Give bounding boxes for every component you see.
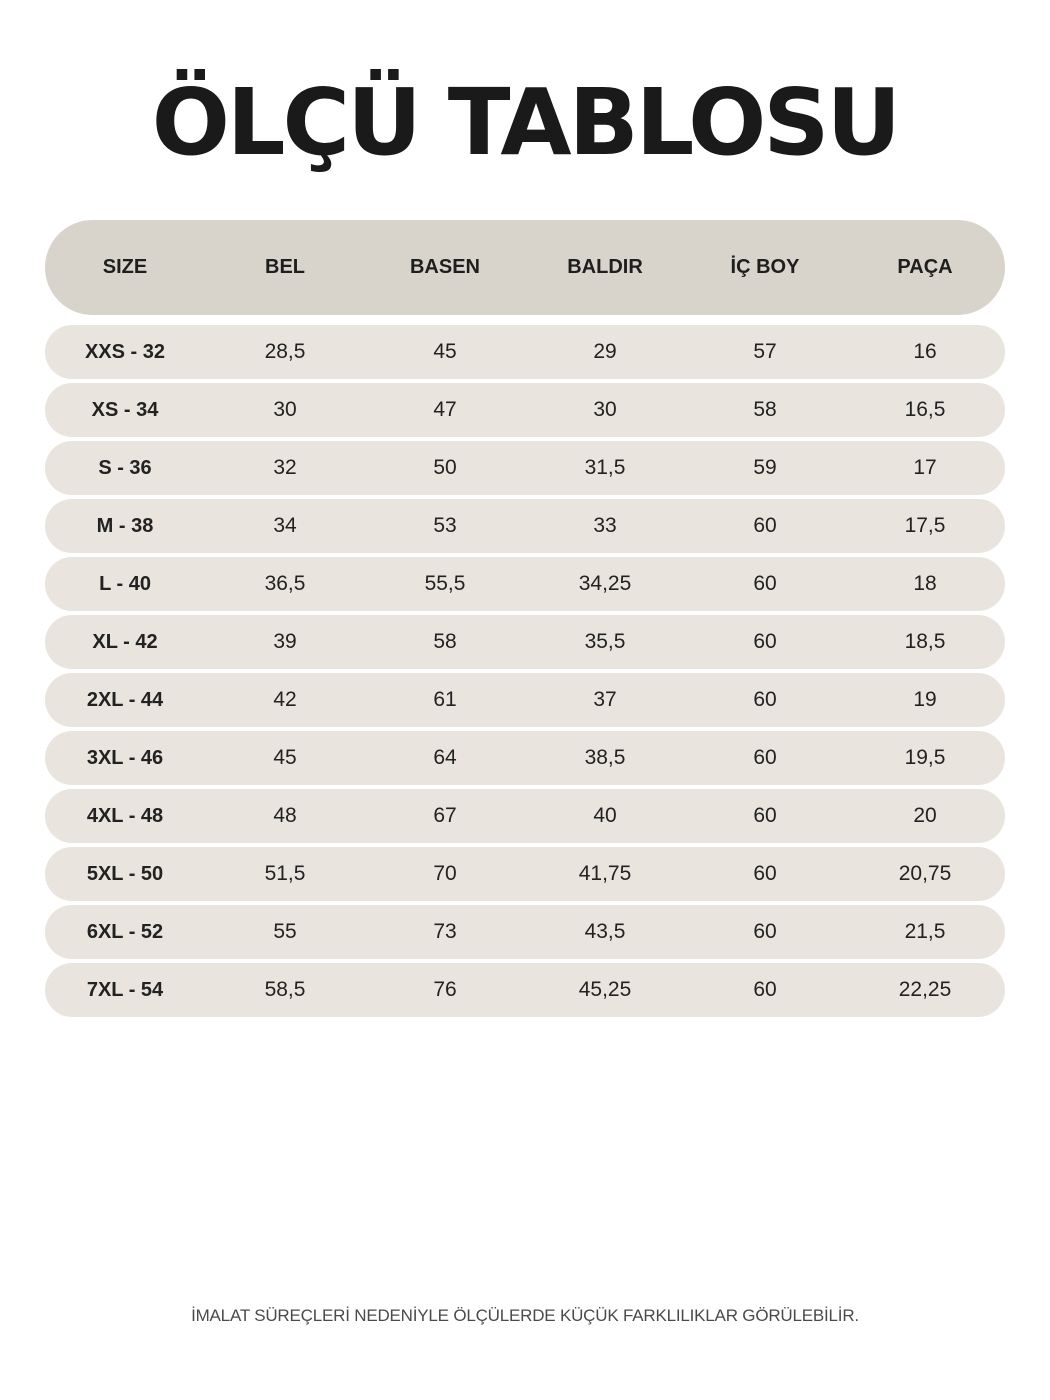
- cell-paca: 17,5: [904, 514, 946, 537]
- cell-baldir: 35,5: [584, 630, 626, 653]
- cell-ic-boy: 59: [753, 456, 777, 479]
- cell-basen: 73: [433, 920, 457, 943]
- cell-ic-boy: 60: [753, 978, 777, 1001]
- cell-bel: 36,5: [264, 572, 306, 595]
- cell-size: 3XL - 46: [86, 746, 164, 769]
- cell-baldir: 37: [593, 688, 617, 711]
- cell-size: 5XL - 50: [86, 862, 164, 885]
- cell-paca: 20,75: [898, 862, 952, 885]
- cell-size: 7XL - 54: [86, 978, 164, 1001]
- cell-ic-boy: 57: [753, 340, 777, 363]
- cell-ic-boy: 60: [753, 514, 777, 537]
- header-baldir: BALDIR: [567, 256, 643, 278]
- cell-bel: 45: [273, 746, 297, 769]
- page-title: ÖLÇÜ TABLOSU: [151, 69, 899, 176]
- cell-basen: 58: [433, 630, 457, 653]
- cell-basen: 55,5: [424, 572, 466, 595]
- cell-basen: 61: [433, 688, 457, 711]
- table-row: [45, 847, 1005, 901]
- cell-paca: 18: [913, 572, 937, 595]
- cell-ic-boy: 60: [753, 746, 777, 769]
- cell-size: M - 38: [96, 514, 154, 537]
- cell-paca: 17: [913, 456, 937, 479]
- header-size: SIZE: [102, 256, 148, 278]
- cell-ic-boy: 60: [753, 862, 777, 885]
- cell-ic-boy: 60: [753, 572, 777, 595]
- cell-paca: 16,5: [904, 398, 946, 421]
- cell-basen: 76: [433, 978, 457, 1001]
- cell-basen: 67: [433, 804, 457, 827]
- table-row: [45, 789, 1005, 843]
- cell-ic-boy: 60: [753, 688, 777, 711]
- size-chart-table: [45, 220, 1005, 1021]
- cell-baldir: 38,5: [584, 746, 626, 769]
- header-basen: BASEN: [409, 256, 480, 278]
- cell-size: XS - 34: [91, 398, 159, 421]
- cell-paca: 22,25: [898, 978, 952, 1001]
- table-row: [45, 557, 1005, 611]
- cell-baldir: 34,25: [578, 572, 632, 595]
- cell-basen: 50: [433, 456, 457, 479]
- cell-basen: 45: [433, 340, 457, 363]
- cell-ic-boy: 58: [753, 398, 777, 421]
- cell-bel: 58,5: [264, 978, 306, 1001]
- header-bel: BEL: [265, 256, 305, 278]
- cell-baldir: 41,75: [578, 862, 632, 885]
- cell-basen: 70: [433, 862, 457, 885]
- cell-paca: 21,5: [904, 920, 946, 943]
- header-paca: PAÇA: [897, 256, 953, 278]
- cell-bel: 34: [273, 514, 297, 537]
- cell-bel: 42: [273, 688, 297, 711]
- table-row: [45, 441, 1005, 495]
- cell-ic-boy: 60: [753, 630, 777, 653]
- cell-size: S - 36: [98, 456, 152, 479]
- cell-paca: 19,5: [904, 746, 946, 769]
- cell-bel: 51,5: [264, 862, 306, 885]
- cell-ic-boy: 60: [753, 920, 777, 943]
- cell-size: XL - 42: [92, 630, 158, 653]
- cell-size: XXS - 32: [84, 340, 166, 363]
- cell-basen: 47: [433, 398, 457, 421]
- cell-size: 6XL - 52: [86, 920, 164, 943]
- cell-bel: 28,5: [264, 340, 306, 363]
- cell-baldir: 40: [593, 804, 617, 827]
- disclaimer-note: İMALAT SÜREÇLERİ NEDENİYLE ÖLÇÜLERDE KÜÇÜK FARKLILIKLAR GÖRÜLEBİLİR.: [191, 1306, 859, 1325]
- table-header-row: [45, 220, 1005, 315]
- cell-baldir: 45,25: [578, 978, 632, 1001]
- cell-bel: 39: [273, 630, 297, 653]
- cell-paca: 18,5: [904, 630, 946, 653]
- cell-baldir: 33: [593, 514, 617, 537]
- cell-bel: 48: [273, 804, 297, 827]
- cell-ic-boy: 60: [753, 804, 777, 827]
- table-row: [45, 615, 1005, 669]
- table-row: [45, 383, 1005, 437]
- cell-bel: 55: [273, 920, 297, 943]
- cell-baldir: 29: [593, 340, 617, 363]
- cell-baldir: 30: [593, 398, 617, 421]
- cell-size: L - 40: [99, 572, 151, 595]
- cell-baldir: 31,5: [584, 456, 626, 479]
- header-ic-boy: İÇ BOY: [730, 256, 800, 278]
- table-row: [45, 731, 1005, 785]
- cell-baldir: 43,5: [584, 920, 626, 943]
- cell-size: 4XL - 48: [86, 804, 164, 827]
- table-row: [45, 673, 1005, 727]
- table-row: [45, 905, 1005, 959]
- cell-basen: 53: [433, 514, 457, 537]
- cell-basen: 64: [433, 746, 457, 769]
- cell-bel: 32: [273, 456, 297, 479]
- cell-paca: 20: [913, 804, 937, 827]
- cell-size: 2XL - 44: [86, 688, 164, 711]
- table-row: [45, 963, 1005, 1017]
- table-row: [45, 499, 1005, 553]
- cell-paca: 19: [913, 688, 937, 711]
- cell-paca: 16: [913, 340, 937, 363]
- cell-bel: 30: [273, 398, 297, 421]
- table-row: [45, 325, 1005, 379]
